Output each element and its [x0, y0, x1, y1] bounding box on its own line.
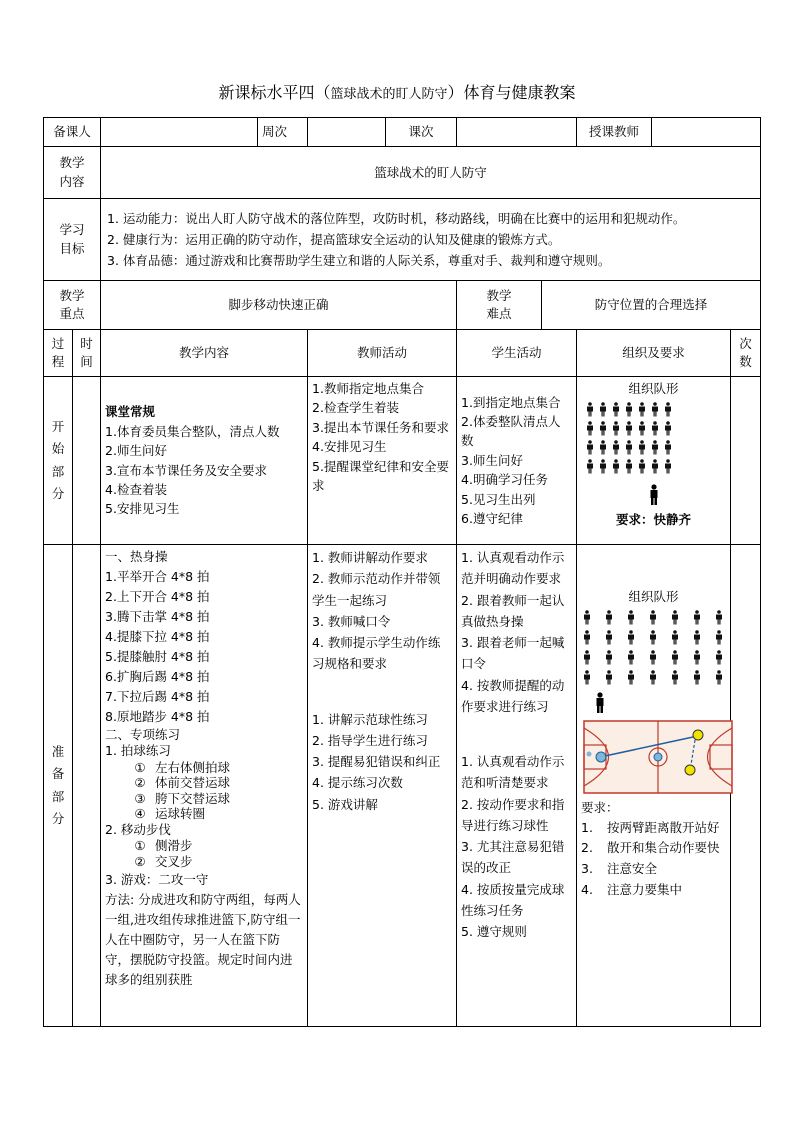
person-icon	[626, 441, 632, 455]
teacher-person-icon	[647, 484, 661, 506]
teacher-value	[652, 118, 761, 147]
goals-label: 学习 目标	[44, 199, 101, 281]
person-icon	[652, 460, 658, 474]
stage-start: 开 始 部 分	[44, 377, 73, 545]
person-icon	[652, 441, 658, 455]
formation-people-icon	[584, 400, 724, 476]
teacher-person-icon	[593, 692, 607, 714]
person-icon	[650, 611, 656, 625]
lesson-plan-table	[43, 117, 761, 1027]
person-icon	[694, 651, 700, 665]
prep-organization: 组织队形 要求： 1. 按两臂距离散开站好 2. 散开和集合动作要快 3. 注意安全 4. 注意力要集中	[577, 545, 731, 1027]
start-time	[73, 377, 101, 545]
person-icon	[652, 403, 658, 417]
prepare-value	[101, 118, 258, 147]
week-value	[308, 118, 386, 147]
person-icon	[584, 631, 590, 645]
col-count: 次 数	[731, 330, 761, 377]
person-icon	[613, 460, 619, 474]
column-header-row	[44, 330, 761, 377]
basketball-court-diagram	[583, 720, 733, 794]
difficulty-value: 防守位置的合理选择	[542, 281, 761, 330]
person-icon	[665, 460, 671, 474]
prep-content: 一、热身操 1.平举开合 4*8 拍 2.上下开合 4*8 拍 3.腾下击掌 4*8 拍 4.提膝下拉 4*8 拍 5.提膝触肘 4*8 拍 6.扩胸后踢 4*8 拍 7.下拉后踢 4*8 拍 8.原地踏步 4*8 拍 二、专项练习 1. 拍球练习 ① 左右体侧拍球 ② 体前交替运球 ③ 胯下交替运球 ④ 运球转圈 2. 移动步伐 ① 侧滑步 ② 交叉步 3. 游戏：二攻一守 方法: 分成进攻和防守两组，每两人一组,进攻组传球推进篮下,防守组一人在中圈防守，另一人在篮下防守，摆脱防守投篮。规定时间内进球多的组别获胜	[101, 545, 308, 1027]
person-icon	[626, 403, 632, 417]
person-icon	[628, 651, 634, 665]
person-icon	[639, 441, 645, 455]
formation-people-icon	[581, 608, 737, 686]
person-icon	[639, 460, 645, 474]
formation-grid	[581, 400, 726, 481]
person-icon	[606, 651, 612, 665]
start-section-row	[44, 377, 761, 545]
person-icon	[672, 651, 678, 665]
person-icon	[672, 611, 678, 625]
person-icon	[672, 631, 678, 645]
person-icon	[694, 611, 700, 625]
prep-section-row	[44, 545, 761, 1027]
start-teacher: 1.教师指定地点集合 2.检查学生着装 3.提出本节课任务和要求 4.安排见习生 5.提醒课堂纪律和安全要求	[308, 377, 457, 545]
person-icon	[587, 422, 593, 436]
person-icon	[600, 422, 606, 436]
goals-list	[101, 199, 761, 281]
person-icon	[672, 671, 678, 685]
week-label: 周次	[258, 118, 308, 147]
prepare-label: 备课人	[44, 118, 101, 147]
person-icon	[606, 631, 612, 645]
person-icon	[650, 631, 656, 645]
person-icon	[694, 631, 700, 645]
person-icon	[665, 422, 671, 436]
person-icon	[665, 403, 671, 417]
goal-item: 3. 体育品德：通过游戏和比赛帮助学生建立和谐的人际关系，尊重对手、裁判和遵守规则。	[107, 253, 611, 269]
key-label: 教学 重点	[44, 281, 101, 330]
col-content: 教学内容	[101, 330, 308, 377]
key-difficulty-row	[44, 281, 761, 330]
person-icon	[716, 671, 722, 685]
content-row	[44, 147, 761, 199]
teacher-label: 授课教师	[577, 118, 652, 147]
org-requirement: 要求：快静齐	[616, 511, 692, 527]
person-icon	[587, 460, 593, 474]
start-organization: 组织队形 要求：快静齐	[577, 377, 731, 545]
col-teacher: 教师活动	[308, 330, 457, 377]
person-icon	[584, 651, 590, 665]
prep-time	[73, 545, 101, 1027]
person-icon	[652, 422, 658, 436]
person-icon	[584, 611, 590, 625]
person-icon	[716, 611, 722, 625]
col-organization: 组织及要求	[577, 330, 731, 377]
person-icon	[628, 611, 634, 625]
person-icon	[600, 403, 606, 417]
start-count	[731, 377, 761, 545]
person-icon	[606, 671, 612, 685]
content-value: 篮球战术的盯人防守	[101, 147, 761, 199]
person-icon	[665, 441, 671, 455]
person-icon	[587, 441, 593, 455]
person-icon	[650, 671, 656, 685]
goals-row	[44, 199, 761, 281]
person-icon	[694, 671, 700, 685]
person-icon	[639, 403, 645, 417]
person-icon	[600, 441, 606, 455]
title-topic: 篮球战术的盯人防守	[330, 87, 448, 102]
lesson-label: 课次	[386, 118, 457, 147]
col-student: 学生活动	[457, 330, 577, 377]
person-icon	[716, 631, 722, 645]
page-title: 新课标水平四（篮球战术的盯人防守）体育与健康教案	[218, 83, 576, 102]
person-icon	[628, 671, 634, 685]
prep-student: 1. 认真观看动作示范并明确动作要求 2. 跟着教师一起认真做热身操 3. 跟着老师一起喊口令 4. 按教师提醒的动作要求进行练习 1. 认真观看动作示范和听清楚要求 2. 按动作要求和指导进行练习球性 3. 尤其注意易犯错误的改正 4. 按质按量完成球性练习任务 5. 遵守规则	[457, 545, 577, 1027]
person-icon	[716, 651, 722, 665]
start-student: 1.到指定地点集合 2.体委整队清点人数 3.师生问好 4.明确学习任务 5.见习生出列 6.遵守纪律	[457, 377, 577, 545]
person-icon	[639, 422, 645, 436]
person-icon	[584, 671, 590, 685]
stage-prep: 准 备 部 分	[44, 545, 73, 1027]
difficulty-label: 教学 难点	[457, 281, 542, 330]
person-icon	[626, 422, 632, 436]
col-process: 过 程	[44, 330, 73, 377]
person-icon	[587, 403, 593, 417]
person-icon	[600, 460, 606, 474]
prep-teacher: 1. 教师讲解动作要求 2. 教师示范动作并带领学生一起练习 3. 教师喊口令 4. 教师提示学生动作练习规格和要求 1. 讲解示范球性练习 2. 指导学生进行练习 3. 提醒易犯错误和纠正 4. 提示练习次数 5. 游戏讲解	[308, 545, 457, 1027]
content-label: 教学 内容	[44, 147, 101, 199]
start-content: 课堂常规 1.体育委员集合整队，清点人数 2.师生问好 3.宣布本节课任务及安全要求 4.检查着装 5.安排见习生	[101, 377, 308, 545]
key-value: 脚步移动快速正确	[101, 281, 457, 330]
lesson-value	[457, 118, 577, 147]
person-icon	[613, 403, 619, 417]
col-time: 时 间	[73, 330, 101, 377]
person-icon	[650, 651, 656, 665]
person-icon	[606, 611, 612, 625]
prep-count	[731, 545, 761, 1027]
person-icon	[613, 422, 619, 436]
person-icon	[613, 441, 619, 455]
goal-item: 1. 运动能力：说出人盯人防守战术的落位阵型，攻防时机，移动路线，明确在比赛中的运用和犯规动作。	[107, 210, 686, 226]
person-icon	[628, 631, 634, 645]
person-icon	[626, 460, 632, 474]
header-row	[44, 118, 761, 147]
goal-item: 2. 健康行为：运用正确的防守动作，提高篮球安全运动的认知及健康的锻炼方式。	[107, 231, 561, 247]
